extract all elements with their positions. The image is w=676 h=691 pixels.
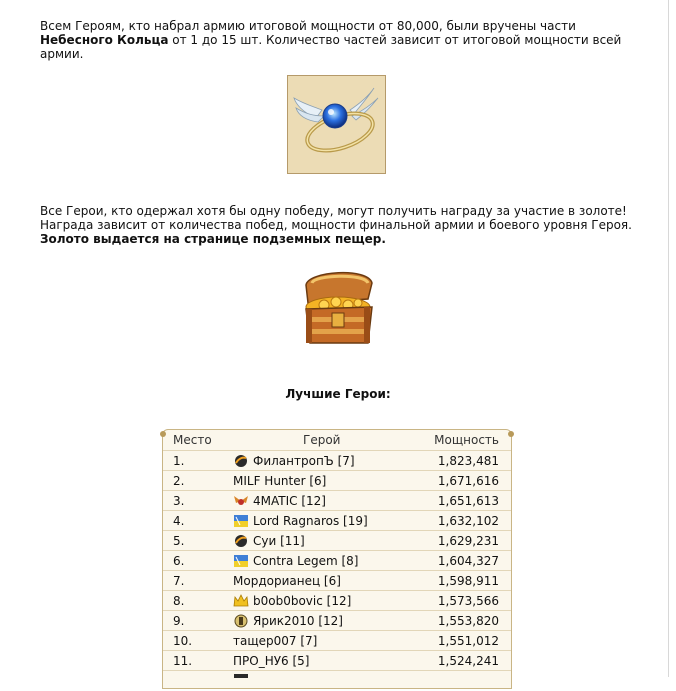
table-header [163,430,511,450]
header-place: Место [173,433,212,447]
best-heroes-table [162,429,512,689]
reward-paragraph-gold: Все Герои, кто одержал хотя бы одну победу, могут получить награду за участие в золоте! Награда зависит от количества побед, мощности финальной армии и боевого уровня Героя. Золото выдается на странице подземных пещер. [40,204,632,246]
table-row: 9. Ярик2010 [12] 1,553,820 [163,610,511,631]
table-row: 3. 4MATIC [12] 1,651,613 [163,490,511,511]
orb-icon [233,454,249,468]
table-row: 7. Мордорианец [6] 1,598,911 [163,570,511,591]
table-row: 10. тащер007 [7] 1,551,012 [163,630,511,651]
best-heroes-title: Лучшие Герои: [285,387,391,401]
treasure-chest-image [298,265,380,347]
orb-icon [233,674,249,688]
orb-icon [233,534,249,548]
shield-icon [233,614,249,628]
hero-link[interactable]: MILF Hunter [6] [233,474,327,488]
table-row: 8. b0ob0bovic [12] 1,573,566 [163,590,511,611]
hero-link[interactable]: Мордорианец [6] [233,574,341,588]
hero-link[interactable]: тащер007 [7] [233,634,318,648]
heavenly-ring-image [287,75,386,174]
crown-icon [233,594,249,608]
table-row: 11. ПРО_НУ6 [5] 1,524,241 [163,650,511,671]
table-row: 2. MILF Hunter [6] 1,671,616 [163,470,511,491]
hero-link[interactable]: b0ob0bovic [12] [233,593,351,609]
hero-link[interactable]: Суи [11] [233,533,305,549]
hero-link[interactable]: Contra Legem [8] [233,553,359,569]
hero-link[interactable]: ФилантропЪ [7] [233,453,355,469]
hero-link[interactable]: Lord Ragnaros [19] [233,513,368,529]
ring-icon [288,76,385,173]
page-border [668,0,669,677]
wings-icon [233,494,249,508]
header-power: Мощность [434,433,499,447]
reward-paragraph-ring: Всем Героям, кто набрал армию итоговой мощности от 80,000, были вручены части Небесного Кольца от 1 до 15 шт. Количество частей зависит от итоговой мощности всей армии. [40,19,622,61]
header-hero: Герой [303,433,341,447]
table-row: 6. Contra Legem [8] 1,604,327 [163,550,511,571]
chest-icon [298,265,380,347]
hero-link[interactable]: ПРО_НУ6 [5] [233,654,310,668]
flag-icon [233,554,249,568]
table-row: 4. Lord Ragnaros [19] 1,632,102 [163,510,511,531]
table-row: 5. Суи [11] 1,629,231 [163,530,511,551]
hero-link[interactable]: 4MATIC [12] [233,493,326,509]
flag-icon [233,514,249,528]
table-row-partial [163,670,511,691]
table-row: 1. ФилантропЪ [7] 1,823,481 [163,450,511,471]
hero-link[interactable]: Ярик2010 [12] [233,613,343,629]
